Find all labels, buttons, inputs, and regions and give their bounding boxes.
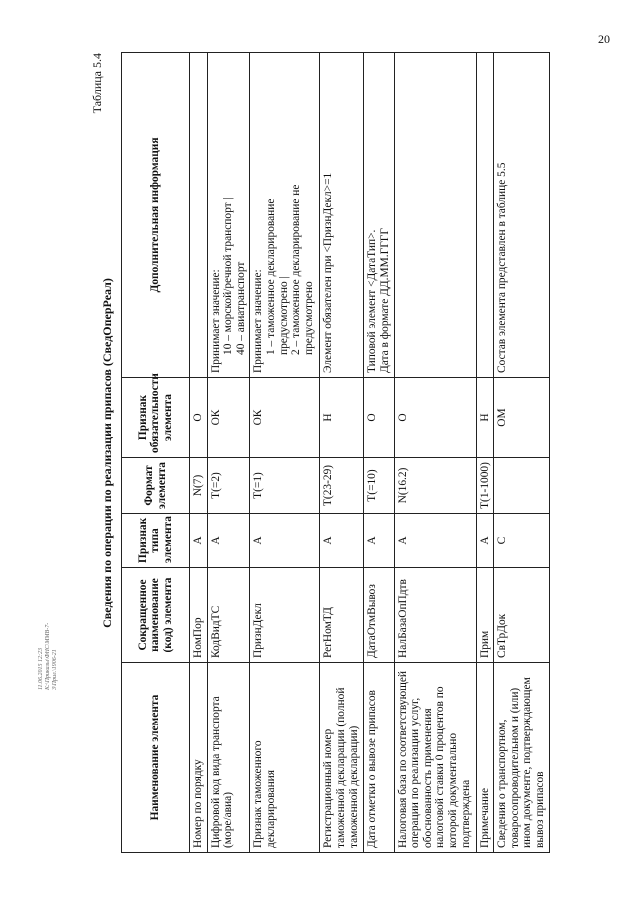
- cell-name: Регистрационный номер таможенной декларации (полной таможенной декларации): [320, 663, 364, 853]
- cell-code: НалБазаОпПдтв: [394, 568, 476, 663]
- cell-name: Цифровой код вида транспорта (море/авиа): [207, 663, 250, 853]
- cell-format: N(7): [190, 458, 208, 514]
- cell-name: Налоговая база по соответствующей операции по реализации услуг, обоснованность применения налоговой ставки 0 процентов по которой документально подтверждена: [394, 663, 476, 853]
- cell-required: О: [394, 378, 476, 458]
- cell-format: Т(=2): [207, 458, 250, 514]
- info-line: Типовой элемент <ДатаТип>.: [366, 229, 379, 373]
- table-header-row: [122, 53, 190, 853]
- cell-required: ОМ: [494, 378, 550, 458]
- cell-type: А: [320, 514, 364, 568]
- cell-code: ПризнДекл: [250, 568, 320, 663]
- cell-type: А: [250, 514, 320, 568]
- table-title: Сведения по операции по реализации припасов (СведОперРеал): [100, 278, 114, 628]
- header-name: Наименование элемента: [122, 663, 190, 853]
- table-row: [250, 53, 320, 853]
- spec-table: [121, 52, 550, 853]
- table-row: [494, 53, 550, 853]
- info-line: 2 – таможенное декларирование не: [290, 184, 303, 355]
- cell-required: О: [190, 378, 208, 458]
- header-info: Дополнительная информация: [122, 53, 190, 378]
- header-format: Формат элемента: [122, 458, 190, 514]
- table-row: [320, 53, 364, 853]
- cell-format: Т(=1): [250, 458, 320, 514]
- header-required: Признак обязательности элемента: [122, 378, 190, 458]
- info-line: 40 – авиатранспорт: [234, 261, 247, 355]
- footer-stamp-path: К:\Приказы\ФНС\ММВ-7-3\Прил.\1906-21: [45, 622, 58, 690]
- cell-format: Т(=10): [364, 458, 394, 514]
- table-number: Таблица 5.4: [90, 53, 104, 114]
- info-line: Дата в формате ДД.ММ.ГГГГ: [378, 228, 391, 373]
- info-line: Принимает значение:: [209, 269, 222, 373]
- cell-format: Т(1-1000): [476, 458, 494, 514]
- cell-required: ОК: [250, 378, 320, 458]
- cell-code: РегНомТД: [320, 568, 364, 663]
- info-line: Принимает значение:: [252, 269, 265, 373]
- cell-code: НомПор: [190, 568, 208, 663]
- cell-info: [250, 53, 320, 378]
- table-row: [394, 53, 476, 853]
- info-line: 10 – морской/речной транспорт |: [222, 197, 235, 355]
- rotated-page-content: [90, 53, 600, 853]
- cell-type: А: [476, 514, 494, 568]
- cell-info: [394, 53, 476, 378]
- cell-code: КодВидТС: [207, 568, 250, 663]
- cell-required: О: [364, 378, 394, 458]
- cell-format: N(16.2): [394, 458, 476, 514]
- cell-name: Примечание: [476, 663, 494, 853]
- cell-info: [476, 53, 494, 378]
- table-row: [476, 53, 494, 853]
- cell-code: ДатаОтмВывоз: [364, 568, 394, 663]
- footer-stamp-date: 11.06.2015 12:23: [38, 647, 44, 690]
- cell-format: Т(23-29): [320, 458, 364, 514]
- info-line: Состав элемента представлен в таблице 5.5: [496, 162, 509, 373]
- cell-info: [190, 53, 208, 378]
- cell-info: [320, 53, 364, 378]
- cell-type: А: [364, 514, 394, 568]
- cell-info: [494, 53, 550, 378]
- footer-stamp: [38, 590, 59, 690]
- info-line: 1 – таможенное декларирование: [264, 198, 277, 355]
- cell-name: Признак таможенного декларирования: [250, 663, 320, 853]
- cell-code: СвТрДок: [494, 568, 550, 663]
- cell-required: Н: [476, 378, 494, 458]
- info-line: Элемент обязателен при <ПризнДекл>=1: [322, 172, 335, 373]
- cell-type: А: [394, 514, 476, 568]
- info-line: предусмотрено: [302, 281, 315, 355]
- cell-name: Дата отметки о вывозе припасов: [364, 663, 394, 853]
- cell-name: Номер по порядку: [190, 663, 208, 853]
- cell-type: А: [207, 514, 250, 568]
- cell-type: С: [494, 514, 550, 568]
- header-code: Сокращенное наименование (код) элемента: [122, 568, 190, 663]
- info-line: предусмотрено |: [277, 276, 290, 355]
- cell-format: [494, 458, 550, 514]
- table-row: [364, 53, 394, 853]
- cell-info: [364, 53, 394, 378]
- table-row: [207, 53, 250, 853]
- header-type: Признак типа элемента: [122, 514, 190, 568]
- cell-info: [207, 53, 250, 378]
- table-row: [190, 53, 208, 853]
- cell-required: ОК: [207, 378, 250, 458]
- cell-name: Сведения о транспортном, товаросопроводительном и (или) ином документе, подтверждающем вывоз припасов: [494, 663, 550, 853]
- page-number: 20: [598, 32, 610, 46]
- cell-required: Н: [320, 378, 364, 458]
- cell-code: Прим: [476, 568, 494, 663]
- cell-type: А: [190, 514, 208, 568]
